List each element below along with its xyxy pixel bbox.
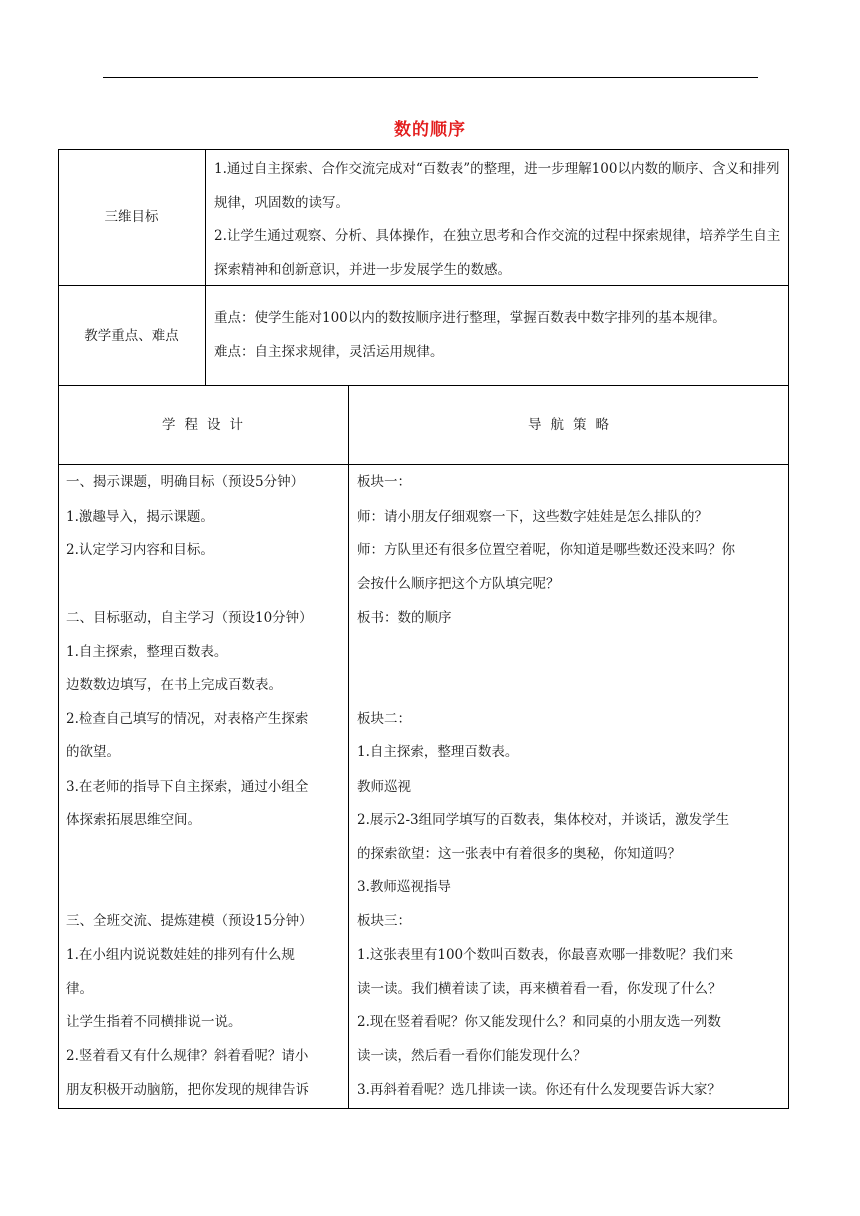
objectives-label: 三维目标 [104,209,159,225]
right-line: 3.教师巡视指导 [357,879,451,895]
right-line: 会按什么顺序把这个方队填完呢？ [357,576,560,592]
right-line: 2.现在竖着看呢？你又能发现什么？和同桌的小朋友选一列数 [357,1014,721,1030]
left-line: 1.在小组内说说数娃娃的排列有什么规 [66,947,295,963]
right-line: 2.展示2-3组同学填写的百数表，集体校对，并谈话，激发学生 [357,812,730,828]
right-line: 板块二： [357,711,411,727]
right-line: 读一读，然后看一看你们能发现什么？ [357,1048,587,1064]
right-line: 板块一： [357,474,411,490]
right-line: 板块三： [357,913,411,929]
key-points-divider [205,285,206,386]
column-header-left: 学程设计 [162,417,252,433]
left-line: 三、全班交流、提炼建模（预设15分钟） [66,913,313,929]
left-line: 3.在老师的指导下自主探索，通过小组全 [66,779,309,795]
column-divider-header [348,385,349,465]
key-point-difficulty: 难点：自主探求规律，灵活运用规律。 [214,344,444,360]
page-title: 数的顺序 [394,120,466,140]
left-line: 朋友积极开动脑筋，把你发现的规律告诉 [66,1082,309,1098]
left-line: 边数数边填写，在书上完成百数表。 [66,677,282,693]
left-line: 2.竖着看又有什么规律？斜着看呢？请小 [66,1048,309,1064]
left-line: 体探索拓展思维空间。 [66,812,201,828]
right-line: 读一读。我们横着读了读，再来横着看一看，你发现了什么？ [357,981,722,997]
right-line: 3.再斜着看呢？选几排读一读。你还有什么发现要告诉大家？ [357,1082,721,1098]
objectives-text-1: 1.通过自主探索、合作交流完成对“百数表”的整理，进一步理解100以内数的顺序、含义和排列规律，巩固数的读写。 [214,161,780,211]
left-line: 一、揭示课题，明确目标（预设5分钟） [66,474,305,490]
right-line: 教师巡视 [357,779,411,795]
left-line: 1.激趣导入，揭示课题。 [66,509,214,525]
left-line: 2.检查自己填写的情况，对表格产生探索 [66,711,309,727]
left-line: 的欲望。 [66,744,120,760]
left-line: 1.自主探索，整理百数表。 [66,644,228,660]
column-divider-body [348,464,349,1109]
left-line: 二、目标驱动，自主学习（预设10分钟） [66,610,313,626]
key-point-focus: 重点：使学生能对100以内的数按顺序进行整理，掌握百数表中数字排列的基本规律。 [214,310,726,326]
objectives-divider [205,149,206,286]
objectives-text-2: 2.让学生通过观察、分析、具体操作，在独立思考和合作交流的过程中探索规律，培养学生自主探索精神和创新意识，并进一步发展学生的数感。 [214,228,781,278]
right-line: 的探索欲望：这一张表中有着很多的奥秘，你知道吗？ [357,846,681,862]
right-line: 师：请小朋友仔细观察一下，这些数字娃娃是怎么排队的？ [357,509,708,525]
right-line: 1.这张表里有100个数叫百数表，你最喜欢哪一排数呢？我们来 [357,947,734,963]
right-line: 1.自主探索，整理百数表。 [357,744,519,760]
right-line: 师：方队里还有很多位置空着呢，你知道是哪些数还没来吗？你 [357,542,735,558]
left-line: 2.认定学习内容和目标。 [66,542,214,558]
header-rule [103,77,758,78]
key-points-label: 教学重点、难点 [84,328,179,344]
right-line: 板书：数的顺序 [357,610,452,626]
left-line: 律。 [66,981,93,997]
left-line: 让学生指着不同横排说一说。 [66,1014,242,1030]
column-header-right: 导航策略 [528,417,618,433]
